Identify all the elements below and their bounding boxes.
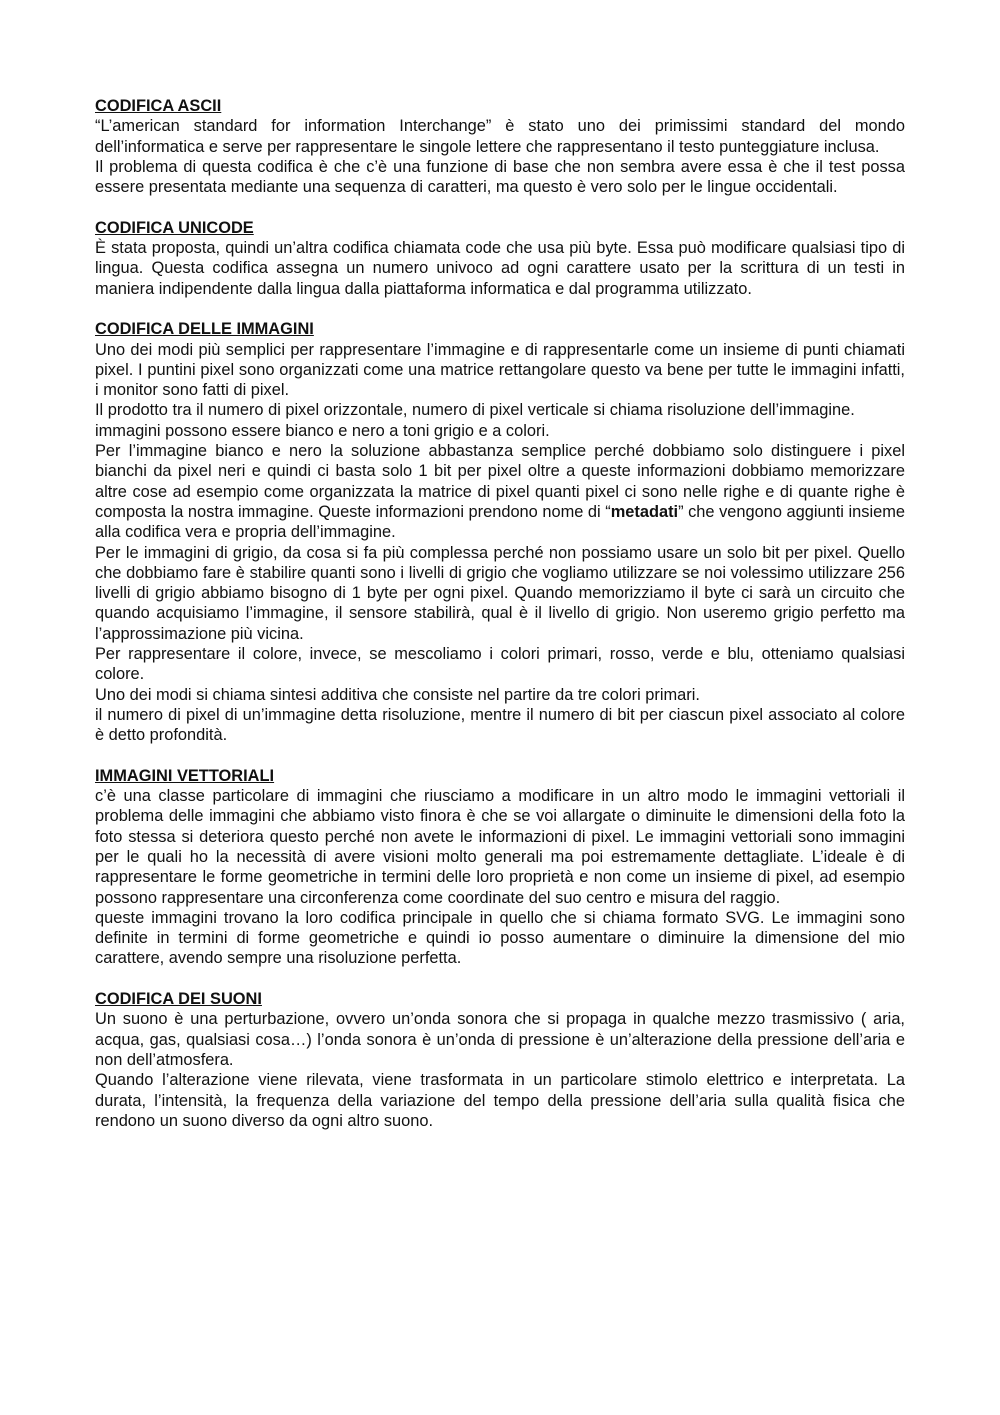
section-immagini [95, 319, 905, 745]
document-page [95, 96, 905, 1131]
paragraph: immagini possono essere bianco e nero a toni grigio e a colori. [95, 421, 550, 440]
section-heading: CODIFICA UNICODE [95, 218, 254, 237]
paragraph: Uno dei modi più semplici per rappresentare l’immagine e di rappresentarle come un insieme di punti chiamati pixel. I puntini pixel sono organizzati come una matrice rettangolare questo va bene per tutte le immagini infatti, i monitor sono fatti di pixel. [95, 340, 905, 400]
paragraph-text: Per l’immagine bianco e nero la soluzione abbastanza semplice perché dobbiamo solo distinguere i pixel bianchi da pixel neri e quindi ci basta solo 1 bit per pixel oltre a queste informazioni dobbiamo memorizzare altre cose ad esempio come organizzata la matrice di pixel quanti pixel ci sono nelle righe e di quante righe è composta la nostra immagine. Queste informazioni prendono nome di “ [95, 442, 905, 521]
paragraph: c’è una classe particolare di immagini che riusciamo a modificare in un altro modo le immagini vettoriali il problema delle immagini che abbiamo visto finora è che se voi allargate o diminuite le dimensioni della foto la foto stessa si deteriora questo perché non avete le informazioni di pixel. Le immagini vettoriali sono immagini per le quali ho la necessità di avere visioni molto generali ma poi estremamente dettagliate. L’ideale è di rappresentare le forme geometriche in termini delle loro proprietà e non come un insieme di pixel, ad esempio possono rappresentare una circonferenza come coordinate del suo centro e misura del raggio. [95, 787, 905, 907]
metadati-term: metadati [610, 502, 679, 521]
paragraph: Per le immagini di grigio, da cosa si fa più complessa perché non possiamo usare un solo bit per pixel. Quello che dobbiamo fare è stabilire quanti sono i livelli di grigio che vogliamo utilizzare se noi volessimo utilizzare 256 livelli di grigio abbiamo bisogno di 1 byte per ogni pixel. Quando memorizziamo il byte ci sarà un circuito che quando acquisiamo l’immagine, il sensore stabilirà, qual è il livello di grigio. Non useremo grigio perfetto ma l’approssimazione più vicina. [95, 543, 905, 643]
section-heading: IMMAGINI VETTORIALI [95, 766, 275, 785]
paragraph: Il problema di questa codifica è che c’è una funzione di base che non sembra avere essa è che il test possa essere presentata mediante una sequenza di caratteri, ma questo è vero solo per le lingue occidentali. [95, 157, 905, 197]
section-ascii [95, 96, 905, 197]
paragraph: Uno dei modi si chiama sintesi additiva che consiste nel partire da tre colori primari. [95, 685, 700, 704]
paragraph-text: ” che vengono aggiunti insieme alla codifica vera e propria dell’immagine. [95, 502, 905, 542]
paragraph: Quando l’alterazione viene rilevata, viene trasformata in un particolare stimolo elettrico e interpretata. La durata, l’intensità, la frequenza della variazione del tempo della pressione dell’aria sulla qualità fisica che rendono un suono diverso da ogni altro suono. [95, 1071, 905, 1130]
section-suoni [95, 989, 905, 1131]
paragraph: queste immagini trovano la loro codifica principale in quello che si chiama formato SVG. Le immagini sono definite in termini di forme geometriche e quindi io posso aumentare o diminuire la dimensione del mio carattere, avendo sempre una risoluzione perfetta. [95, 908, 905, 968]
paragraph: Il prodotto tra il numero di pixel orizzontale, numero di pixel verticale si chiama risoluzione dell’immagine. [95, 401, 855, 420]
section-heading: CODIFICA DEI SUONI [95, 990, 262, 1009]
paragraph: il numero di pixel di un’immagine detta risoluzione, mentre il numero di bit per ciascun pixel associato al colore è detto profondità. [95, 705, 905, 745]
section-unicode [95, 218, 905, 299]
paragraph: “L’american standard for information Interchange” è stato uno dei primissimi standard del mondo dell’informatica e serve per rappresentare le singole lettere che rappresentano il testo punteggiature inclusa. [95, 117, 905, 156]
section-vettoriali [95, 766, 905, 969]
section-heading: CODIFICA ASCII [95, 97, 222, 115]
paragraph-metadati [95, 441, 905, 542]
section-heading: CODIFICA DELLE IMMAGINI [95, 320, 314, 339]
paragraph: Un suono è una perturbazione, ovvero un’onda sonora che si propaga in qualche mezzo trasmissivo ( aria, acqua, gas, qualsiasi cosa…) l’onda sonora è un’onda di pressione è un’alterazione della pressione dell’aria e non dell’atmosfera. [95, 1010, 905, 1069]
paragraph: È stata proposta, quindi un’altra codifica chiamata code che usa più byte. Essa può modificare qualsiasi tipo di lingua. Questa codifica assegna un numero univoco ad ogni carattere usato per la scrittura di un testi in maniera indipendente dalla lingua dalla piattaforma informatica e dal programma utilizzato. [95, 239, 905, 298]
paragraph: Per rappresentare il colore, invece, se mescoliamo i colori primari, rosso, verde e blu, otteniamo qualsiasi colore. [95, 645, 905, 684]
